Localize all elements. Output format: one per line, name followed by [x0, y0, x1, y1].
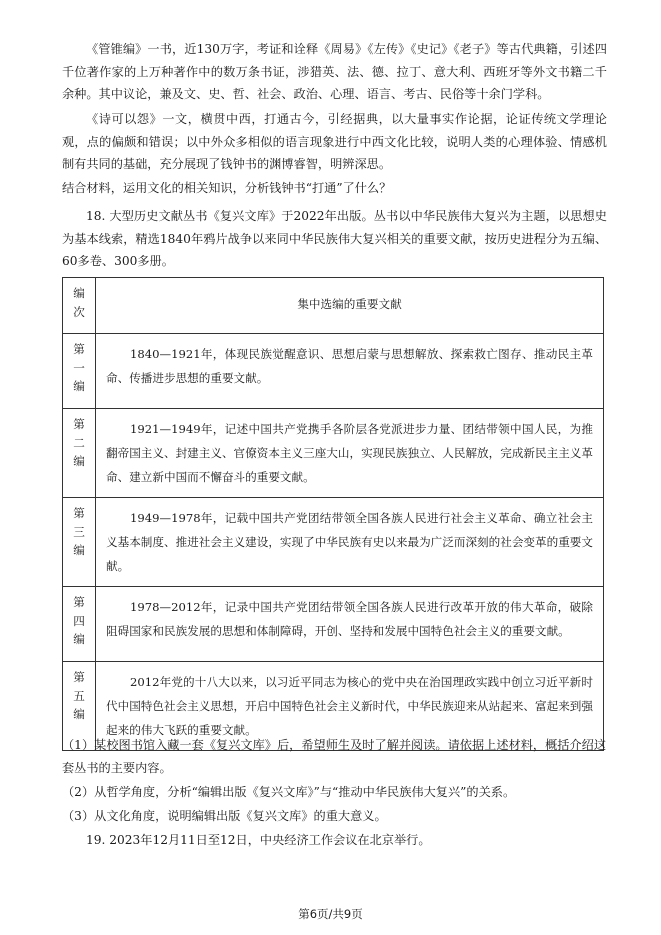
table-row — [63, 409, 604, 498]
row-label-char: 编 — [73, 454, 85, 468]
row-label — [63, 334, 96, 409]
row-label-char: 编 — [73, 707, 85, 721]
row-label-char: 第 — [73, 417, 85, 431]
table-row — [63, 498, 604, 587]
row-text: 1921—1949年，记述中国共产党携手各阶层各党派进步力量、团结带领中国人民，为推翻帝国主义、封建主义、官僚资本主义三座大山，实现民族独立、人民解放，完成新民主主义革命、建立新中国而不懈奋斗的重要文献。 — [96, 409, 604, 498]
row-label-char: 编 — [73, 632, 85, 646]
table-row — [63, 334, 604, 409]
header-char: 编 — [73, 286, 85, 300]
header-char: 次 — [73, 304, 85, 319]
row-text: 1840—1921年，体现民族觉醒意识、思想启蒙与思想解放、探索救亡图存、推动民主革命、传播进步思想的重要文献。 — [96, 334, 604, 409]
fuxing-wenku-table — [62, 277, 604, 751]
q18-subquestion-1: （1）某校图书馆入藏一套《复兴文库》后，希望师生及时了解并阅读。请依据上述材料，概括介绍这套丛书的主要内容。 — [62, 738, 607, 775]
row-label-char: 五 — [73, 688, 85, 703]
header-col2: 集中选编的重要文献 — [96, 278, 604, 334]
q19-stem: 19. 2023年12月11日至12日，中央经济工作会议在北京举行。 — [86, 833, 431, 847]
row-text: 1978—2012年，记录中国共产党团结带领全国各族人民进行改革开放的伟大革命，破除阻碍国家和民族发展的思想和体制障碍，开创、坚持和发展中国特色社会主义的重要文献。 — [96, 587, 604, 662]
intro-paragraph-2: 《诗可以怨》一文，横贯中西，打通古今，引经据典，以大量事实作论据，论证传统文学理论观，点的偏颇和错误；以中外众多相似的语言现象进行中西文化比较，说明人类的心理体验、情感机制有共同的基础，充分展现了钱钟书的渊博睿智，明辨深思。 — [62, 112, 607, 172]
q18-stem: 18. 大型历史文献丛书《复兴文库》于2022年出版。丛书以中华民族伟大复兴为主题，以思想史为基本线索，精选1840年鸦片战争以来同中华民族伟大复兴相关的重要文献，按历史进程分为五编、60多卷、300多册。 — [62, 209, 607, 269]
row-label-char: 二 — [73, 435, 85, 450]
q18-subquestion-3: （3）从文化角度，说明编辑出版《复兴文库》的重大意义。 — [62, 809, 387, 823]
row-label-char: 第 — [73, 595, 85, 609]
intro-paragraph-1: 《管锥编》一书，近130万字，考证和诠释《周易》《左传》《史记》《老子》等古代典籍，引述四千位著作家的上万种著作中的数万条书证，涉猎英、法、德、拉丁、意大利、西班牙等外文书籍二千余种。其中议论，兼及文、史、哲、社会、政治、心理、语言、考古、民俗等十余门学科。 — [62, 42, 607, 102]
intro-question: 结合材料，运用文化的相关知识，分析钱钟书“打通”了什么？ — [62, 181, 392, 195]
row-label-char: 一 — [73, 360, 85, 375]
q18-subquestion-2: （2）从哲学角度，分析“编辑出版《复兴文库》”与“推动中华民族伟大复兴”的关系。 — [62, 785, 516, 799]
row-label-char: 编 — [73, 543, 85, 557]
row-text: 2012年党的十八大以来，以习近平同志为核心的党中央在治国理政实践中创立习近平新时代中国特色社会主义思想，开启中国特色社会主义新时代，中华民族迎来从站起来、富起来到强起来的伟大飞跃的重要文献。 — [96, 662, 604, 751]
row-label — [63, 498, 96, 587]
row-label — [63, 587, 96, 662]
table-header-row — [63, 278, 604, 334]
table-row — [63, 587, 604, 662]
row-label — [63, 409, 96, 498]
row-label-char: 编 — [73, 379, 85, 393]
page-number: 第6页/共9页 — [298, 907, 363, 921]
row-label-char: 第 — [73, 506, 85, 520]
row-label-char: 三 — [73, 524, 85, 539]
header-col1 — [63, 278, 96, 334]
row-label-char: 四 — [73, 613, 85, 628]
row-label-char: 第 — [73, 342, 85, 356]
row-text: 1949—1978年，记载中国共产党团结带领全国各族人民进行社会主义革命、确立社会主义基本制度、推进社会主义建设，实现了中华民族有史以来最为广泛而深刻的社会变革的重要文献。 — [96, 498, 604, 587]
row-label-char: 第 — [73, 670, 85, 684]
